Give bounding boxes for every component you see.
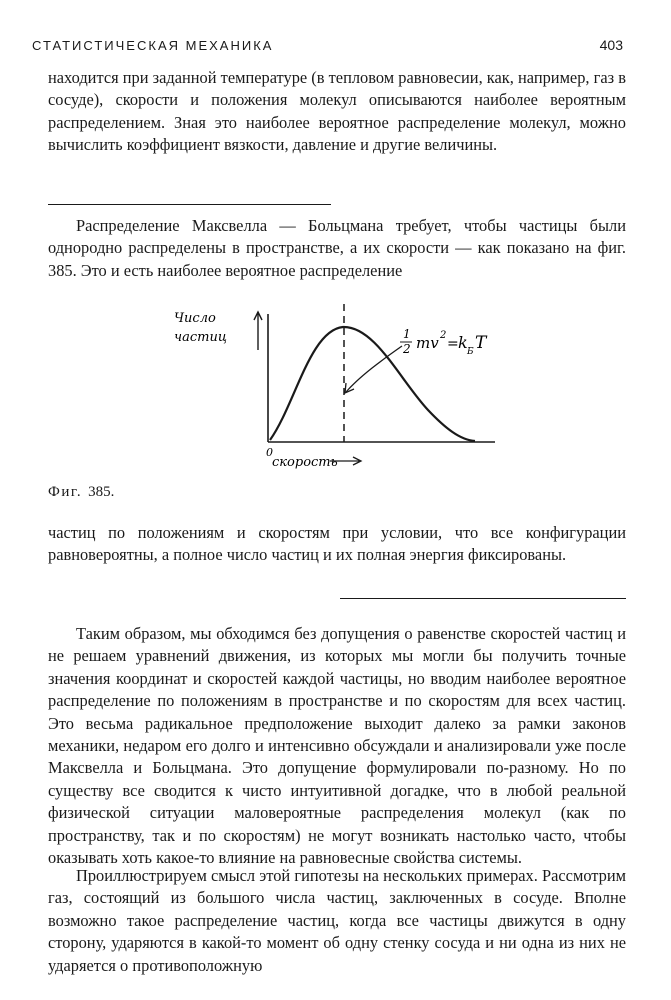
figure-385-maxwell-distribution [160,290,520,475]
origin-label: 0 [266,446,273,459]
figure-caption-label: Фиг. [48,484,83,500]
annotation-k: k [458,333,468,352]
paragraph-5: Проиллюстрируем смысл этой гипотезы на нескольких примерах. Рассмотрим газ, состоящий из большого числа частиц, заключенных в сосуде. Вполне возможно такое распределение частиц, когда все частицы движутся в одну сторону, ударяются в какой-то момент об одну стенку сосуда и ни одна из них не ударяется о противоположную [48,866,626,975]
y-axis-label-line1: Число [174,311,216,326]
annotation-numerator: 1 [403,327,411,341]
annotation-denominator: 2 [403,342,411,356]
annotation-arrow [346,346,402,392]
paragraph-2: Распределение Максвелла — Больцмана требует, чтобы частицы были однородно распределены в пространстве, а их скорости — как показано на фиг. 385. Это и есть наиболее вероятное распределение [48,216,626,280]
annotation-mv: mv [416,334,439,352]
section-divider-bottom [340,598,626,599]
annotation-T: T [475,333,487,353]
page-number: 403 [599,37,623,53]
y-axis-label-line2: частиц [174,330,227,345]
paragraph-3: частиц по положениям и скоростям при условии, что все конфигурации равновероятны, а полное число частиц и их полная энергия фиксированы. [48,523,626,565]
figure-caption-number: 385. [88,484,115,500]
distribution-curve [270,327,475,441]
annotation-subscript: Б [467,347,474,357]
paragraph-4: Таким образом, мы обходимся без допущения о равенстве скоростей частиц и не решаем уравнений движения, из которых мы могли бы получить точные значения координат и скоростей каждой частицы, но вводим наиболее вероятное распределение по положениям в пространстве и по скоростям для всех частиц. Это весьма радикальное предположение выходит далеко за рамки законов механики, недаром его долго и интенсивно обсуждали и анализировали уже после Максвелла и Больцмана. Это допущение формулировали по-разному. Но по существу все сводится к чисто интуитивной догадке, что в любой реальной физической ситуации маловероятные распределения молекул (как по пространству, так и по скоростям) не могут возникать настолько часто, чтобы оказывать хоть какое-то влияние на равновесные свойства системы. [48,624,626,868]
annotation-exponent: 2 [440,330,447,341]
x-axis-label: скорость [272,455,338,470]
section-divider-top [48,204,331,205]
figure-caption [48,484,114,501]
annotation-equals: = [447,336,459,352]
paragraph-1: находится при заданной температуре (в тепловом равновесии, как, например, газ в сосуде), скорости и положения молекул описываются наиболее вероятным распределением. Зная это наиболее вероятное распределение молекул, можно вычислить коэффициент вязкости, давление и другие величины. [48,68,626,154]
running-title: СТАТИСТИЧЕСКАЯ МЕХАНИКА [32,38,274,53]
